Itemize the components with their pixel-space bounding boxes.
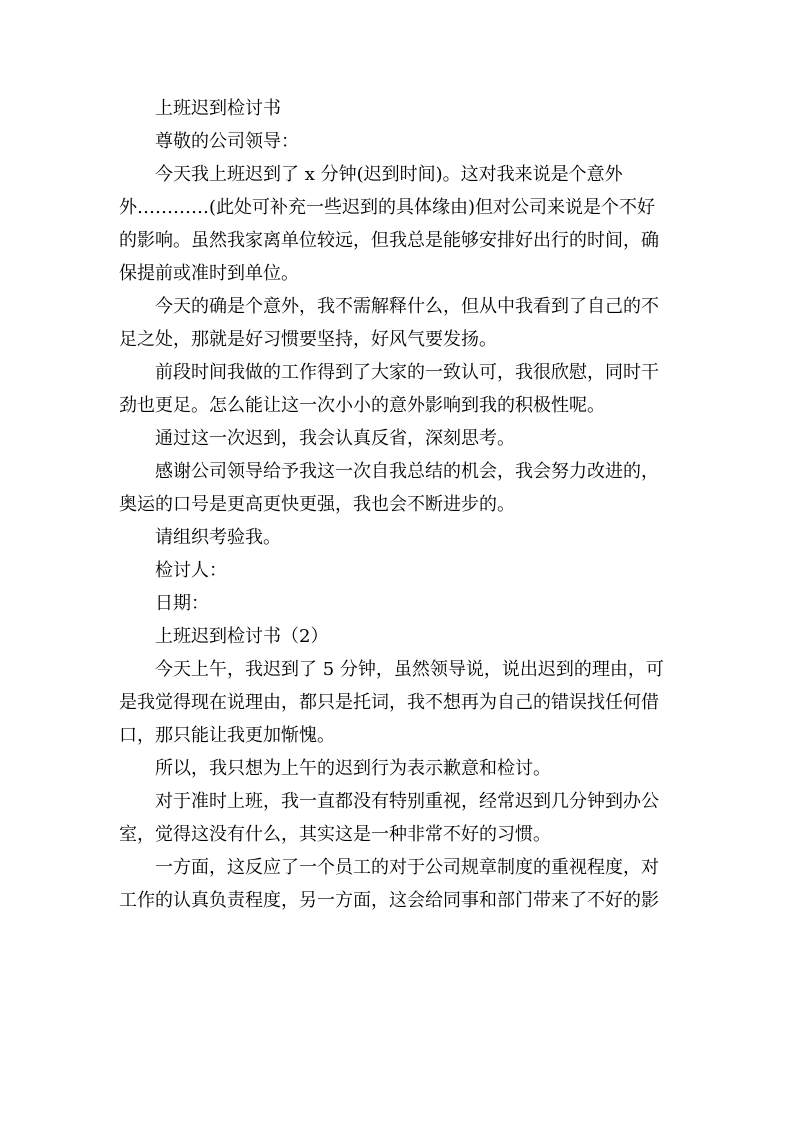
paragraph-line: 劲也更足。怎么能让这一次小小的意外影响到我的积极性呢。 (119, 395, 605, 416)
paragraph-line: 所以，我只想为上午的迟到行为表示歉意和检讨。 (155, 758, 551, 779)
signature-label: 检讨人： (155, 560, 227, 581)
paragraph-line: 通过这一次迟到，我会认真反省，深刻思考。 (155, 428, 515, 449)
paragraph-line: 足之处，那就是好习惯要坚持，好风气要发扬。 (119, 329, 497, 350)
paragraph-line: 一方面，这反应了一个员工的对于公司规章制度的重视程度，对 (155, 857, 659, 878)
paragraph-line: 室，觉得这没有什么，其实这是一种非常不好的习惯。 (119, 824, 551, 845)
section-title: 上班迟到检讨书（2） (155, 626, 329, 647)
document-page (119, 92, 681, 917)
paragraph-line: 保提前或准时到单位。 (119, 263, 299, 284)
paragraph-line: 口，那只能让我更加惭愧。 (119, 725, 335, 746)
paragraph-line: 工作的认真负责程度，另一方面，这会给同事和部门带来了不好的影 (119, 890, 659, 911)
date-label: 日期： (155, 593, 209, 614)
paragraph-line: 今天的确是个意外，我不需解释什么，但从中我看到了自己的不 (155, 296, 659, 317)
paragraph-line: 今天我上班迟到了 x 分钟(迟到时间)。这对我来说是个意外 (155, 164, 623, 185)
paragraph-line: 的影响。虽然我家离单位较远，但我总是能够安排好出行的时间，确 (119, 230, 659, 251)
paragraph-line: 请组织考验我。 (155, 527, 281, 548)
paragraph-line: 外…………(此处可补充一些迟到的具体缘由)但对公司来说是个不好 (119, 197, 656, 218)
paragraph-line: 前段时间我做的工作得到了大家的一致认可，我很欣慰，同时干 (155, 362, 659, 383)
document-title: 上班迟到检讨书 (155, 98, 281, 119)
paragraph-line: 今天上午，我迟到了 5 分钟，虽然领导说，说出迟到的理由，可 (155, 659, 664, 680)
paragraph-line: 奥运的口号是更高更快更强，我也会不断进步的。 (119, 494, 515, 515)
paragraph-line: 感谢公司领导给予我这一次自我总结的机会，我会努力改进的， (155, 461, 659, 482)
salutation: 尊敬的公司领导： (155, 131, 299, 152)
paragraph-line: 对于准时上班，我一直都没有特别重视，经常迟到几分钟到办公 (155, 791, 659, 812)
paragraph-line: 是我觉得现在说理由，都只是托词，我不想再为自己的错误找任何借 (119, 692, 659, 713)
